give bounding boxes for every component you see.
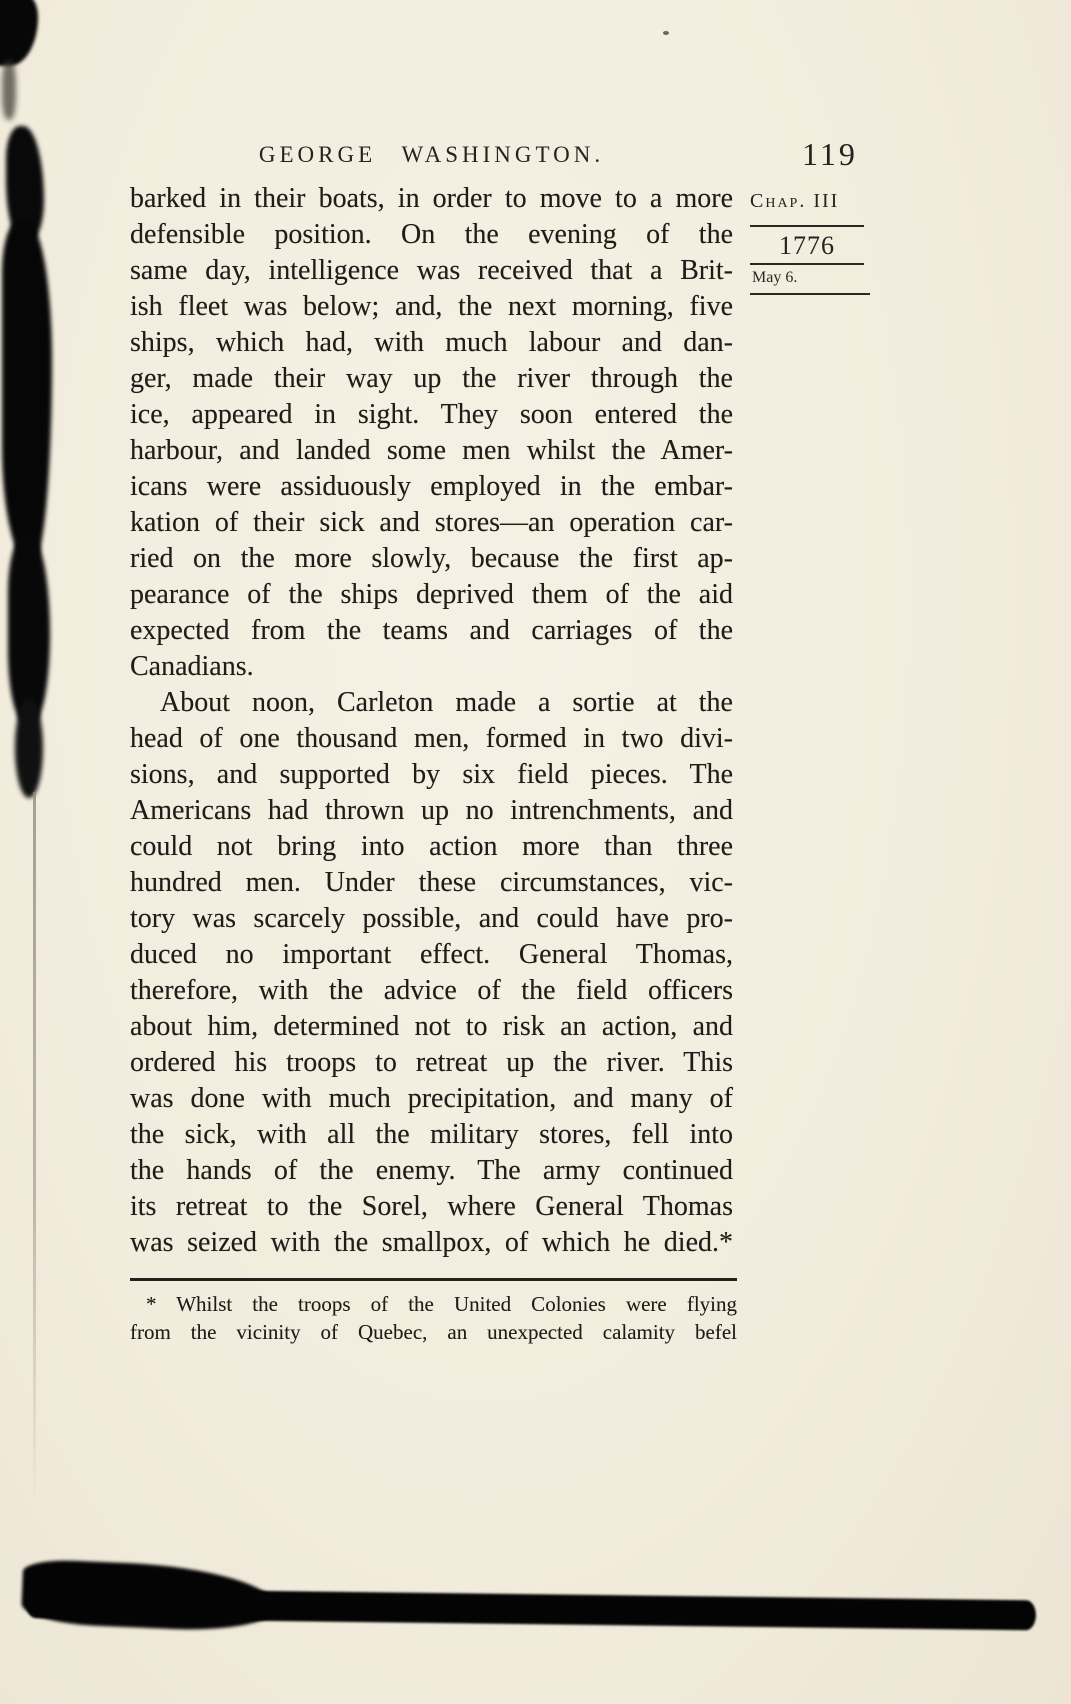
- text-line: ried on the more slowly, because the first ap-: [130, 543, 733, 574]
- year-label: 1776: [779, 231, 835, 260]
- text-line: its retreat to the Sorel, where General Thomas: [130, 1191, 733, 1222]
- margin-rule: [750, 293, 870, 295]
- text-line: tory was scarcely possible, and could have pro-: [130, 903, 733, 934]
- text-line: icans were assiduously employed in the embar-: [130, 471, 733, 502]
- text-line: about him, determined not to risk an action, and: [130, 1011, 733, 1042]
- text-line: ships, which had, with much labour and dan-: [130, 327, 733, 358]
- scan-artifact-edge-line: [33, 792, 36, 1507]
- text-line: same day, intelligence was received that a Brit-: [130, 255, 733, 286]
- text-line: expected from the teams and carriages of the: [130, 615, 733, 646]
- date-label: May 6.: [752, 269, 798, 286]
- page-number: 119: [802, 136, 858, 172]
- scan-artifact-corner-tail: [2, 60, 16, 120]
- text-line: therefore, with the advice of the field officers: [130, 975, 733, 1006]
- text-line: ice, appeared in sight. They soon entered the: [130, 399, 733, 430]
- text-line: About noon, Carleton made a sortie at the: [160, 687, 733, 718]
- text-line: sions, and supported by six field pieces. The: [130, 759, 733, 790]
- scan-artifact-speck: [663, 31, 669, 35]
- text-line: duced no important effect. General Thomas,: [130, 939, 733, 970]
- text-line: could not bring into action more than three: [130, 831, 733, 862]
- text-line: was done with much precipitation, and many of: [130, 1083, 733, 1114]
- text-line: defensible position. On the evening of the: [130, 219, 733, 250]
- footnote-line: * Whilst the troops of the United Colonies were flying: [146, 1292, 737, 1316]
- scan-artifact-binding-blot: [2, 222, 52, 567]
- running-head-title: GEORGE WASHINGTON.: [258, 142, 605, 167]
- text-line: was seized with the smallpox, of which he died.*: [130, 1227, 733, 1258]
- text-line: head of one thousand men, formed in two divi-: [130, 723, 733, 754]
- footnote-rule: [130, 1278, 737, 1281]
- text-line: hundred men. Under these circumstances, vic-: [130, 867, 733, 898]
- text-line: ordered his troops to retreat up the river. This: [130, 1047, 733, 1078]
- scan-artifact-binding-blot: [8, 535, 50, 725]
- text-line: ger, made their way up the river through the: [130, 363, 733, 394]
- footnote-line: from the vicinity of Quebec, an unexpected calamity befel: [130, 1320, 737, 1344]
- text-line: barked in their boats, in order to move to a more: [130, 183, 733, 214]
- text-line: kation of their sick and stores—an operation car-: [130, 507, 733, 538]
- footnote: [130, 1290, 737, 1346]
- page-header: [130, 136, 870, 176]
- text-line: the hands of the enemy. The army continued: [130, 1155, 733, 1186]
- text-line: Canadians.: [130, 651, 254, 682]
- text-line: Americans had thrown up no intrenchments, and: [130, 795, 733, 826]
- text-line: the sick, with all the military stores, fell into: [130, 1119, 733, 1150]
- text-line: ish fleet was below; and, the next morning, five: [130, 291, 733, 322]
- chapter-label: Chap. III: [750, 190, 840, 212]
- body-text: [130, 181, 733, 1261]
- paragraph: [130, 181, 733, 685]
- paragraph: [130, 685, 733, 1261]
- text-line: harbour, and landed some men whilst the Amer-: [130, 435, 733, 466]
- text-line: pearance of the ships deprived them of the aid: [130, 579, 733, 610]
- scan-artifact-corner-blot: [0, 0, 38, 66]
- margin-notes: [750, 190, 864, 295]
- scan-artifact-binding-blot: [15, 698, 43, 798]
